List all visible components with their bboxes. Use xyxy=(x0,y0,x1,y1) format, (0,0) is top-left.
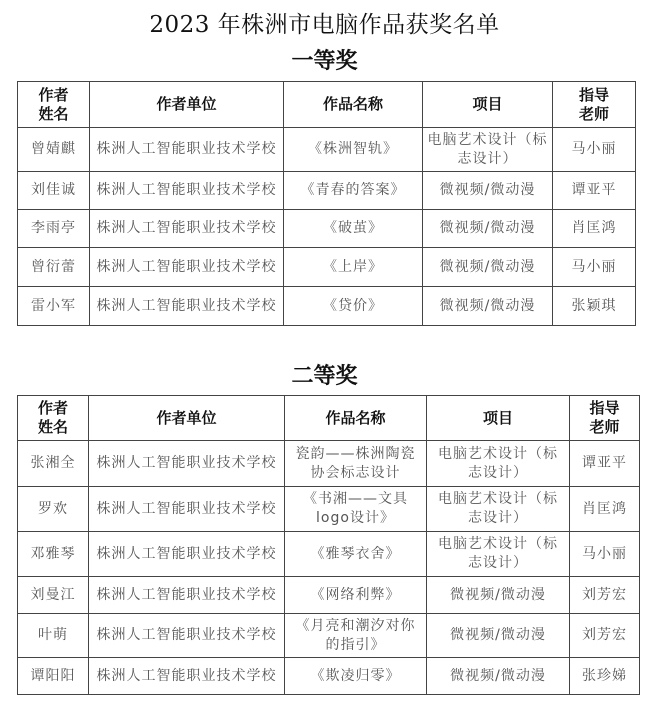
author-name: 曾衍蕾 xyxy=(18,248,90,287)
author-unit: 株洲人工智能职业技术学校 xyxy=(90,287,284,326)
category: 电脑艺术设计（标志设计） xyxy=(427,487,570,532)
table-row xyxy=(18,532,640,577)
author-name: 邓雅琴 xyxy=(18,532,89,577)
category: 微视频/微动漫 xyxy=(427,577,570,614)
header-author-name: 作者 姓名 xyxy=(18,82,90,128)
header-author-unit: 作者单位 xyxy=(90,82,284,128)
header-advisor: 指导 老师 xyxy=(570,396,640,441)
table-header-row xyxy=(18,82,636,128)
author-name: 张湘全 xyxy=(18,441,89,487)
section-heading-second-prize: 二等奖 xyxy=(291,364,358,389)
advisor: 张颖琪 xyxy=(553,287,636,326)
work-title: 《月亮和潮汐对你的指引》 xyxy=(285,614,427,658)
table-row xyxy=(18,172,636,210)
work-title: 《上岸》 xyxy=(284,248,423,287)
author-unit: 株洲人工智能职业技术学校 xyxy=(90,210,284,248)
author-name: 刘曼江 xyxy=(18,577,89,614)
table-header-row xyxy=(18,396,640,441)
advisor: 谭亚平 xyxy=(553,172,636,210)
table-row xyxy=(18,210,636,248)
header-work-title: 作品名称 xyxy=(285,396,427,441)
category: 微视频/微动漫 xyxy=(423,172,553,210)
header-category: 项目 xyxy=(427,396,570,441)
category: 微视频/微动漫 xyxy=(423,248,553,287)
table-row xyxy=(18,658,640,695)
author-name: 刘佳诚 xyxy=(18,172,90,210)
table-row xyxy=(18,577,640,614)
category: 微视频/微动漫 xyxy=(427,658,570,695)
header-work-title: 作品名称 xyxy=(284,82,423,128)
header-author-unit: 作者单位 xyxy=(89,396,285,441)
author-name: 曾婧麒 xyxy=(18,128,90,172)
first-prize-table xyxy=(17,81,636,326)
header-advisor: 指导 老师 xyxy=(553,82,636,128)
work-title: 《贷价》 xyxy=(284,287,423,326)
table-row xyxy=(18,614,640,658)
table-row xyxy=(18,248,636,287)
advisor: 刘芳宏 xyxy=(570,577,640,614)
author-unit: 株洲人工智能职业技术学校 xyxy=(89,487,285,532)
work-title: 《青春的答案》 xyxy=(284,172,423,210)
author-name: 罗欢 xyxy=(18,487,89,532)
work-title: 《株洲智轨》 xyxy=(284,128,423,172)
table-row xyxy=(18,287,636,326)
second-prize-table xyxy=(17,395,640,695)
author-name: 李雨亭 xyxy=(18,210,90,248)
advisor: 马小丽 xyxy=(570,532,640,577)
table-row xyxy=(18,441,640,487)
category: 微视频/微动漫 xyxy=(427,614,570,658)
author-name: 雷小军 xyxy=(18,287,90,326)
category: 电脑艺术设计（标志设计） xyxy=(427,441,570,487)
work-title: 《网络利弊》 xyxy=(285,577,427,614)
author-name: 叶萌 xyxy=(18,614,89,658)
advisor: 马小丽 xyxy=(553,248,636,287)
advisor: 张珍娣 xyxy=(570,658,640,695)
author-unit: 株洲人工智能职业技术学校 xyxy=(89,614,285,658)
author-unit: 株洲人工智能职业技术学校 xyxy=(90,128,284,172)
author-unit: 株洲人工智能职业技术学校 xyxy=(89,658,285,695)
author-unit: 株洲人工智能职业技术学校 xyxy=(89,577,285,614)
advisor: 谭亚平 xyxy=(570,441,640,487)
table-row xyxy=(18,128,636,172)
header-category: 项目 xyxy=(423,82,553,128)
work-title: 瓷韵——株洲陶瓷协会标志设计 xyxy=(285,441,427,487)
author-unit: 株洲人工智能职业技术学校 xyxy=(90,248,284,287)
advisor: 刘芳宏 xyxy=(570,614,640,658)
work-title: 《书湘——文具logo设计》 xyxy=(285,487,427,532)
advisor: 肖匡鸿 xyxy=(570,487,640,532)
advisor: 马小丽 xyxy=(553,128,636,172)
document-title: 2023 年株洲市电脑作品获奖名单 xyxy=(149,12,500,38)
table-row xyxy=(18,487,640,532)
header-author-name: 作者 姓名 xyxy=(18,396,89,441)
section-heading-first-prize: 一等奖 xyxy=(291,49,358,74)
work-title: 《欺凌归零》 xyxy=(285,658,427,695)
author-unit: 株洲人工智能职业技术学校 xyxy=(89,441,285,487)
advisor: 肖匡鸿 xyxy=(553,210,636,248)
category: 微视频/微动漫 xyxy=(423,210,553,248)
work-title: 《破茧》 xyxy=(284,210,423,248)
category: 微视频/微动漫 xyxy=(423,287,553,326)
author-unit: 株洲人工智能职业技术学校 xyxy=(89,532,285,577)
category: 电脑艺术设计（标志设计） xyxy=(427,532,570,577)
author-name: 谭阳阳 xyxy=(18,658,89,695)
category: 电脑艺术设计（标志设计） xyxy=(423,128,553,172)
author-unit: 株洲人工智能职业技术学校 xyxy=(90,172,284,210)
work-title: 《雅琴衣舍》 xyxy=(285,532,427,577)
